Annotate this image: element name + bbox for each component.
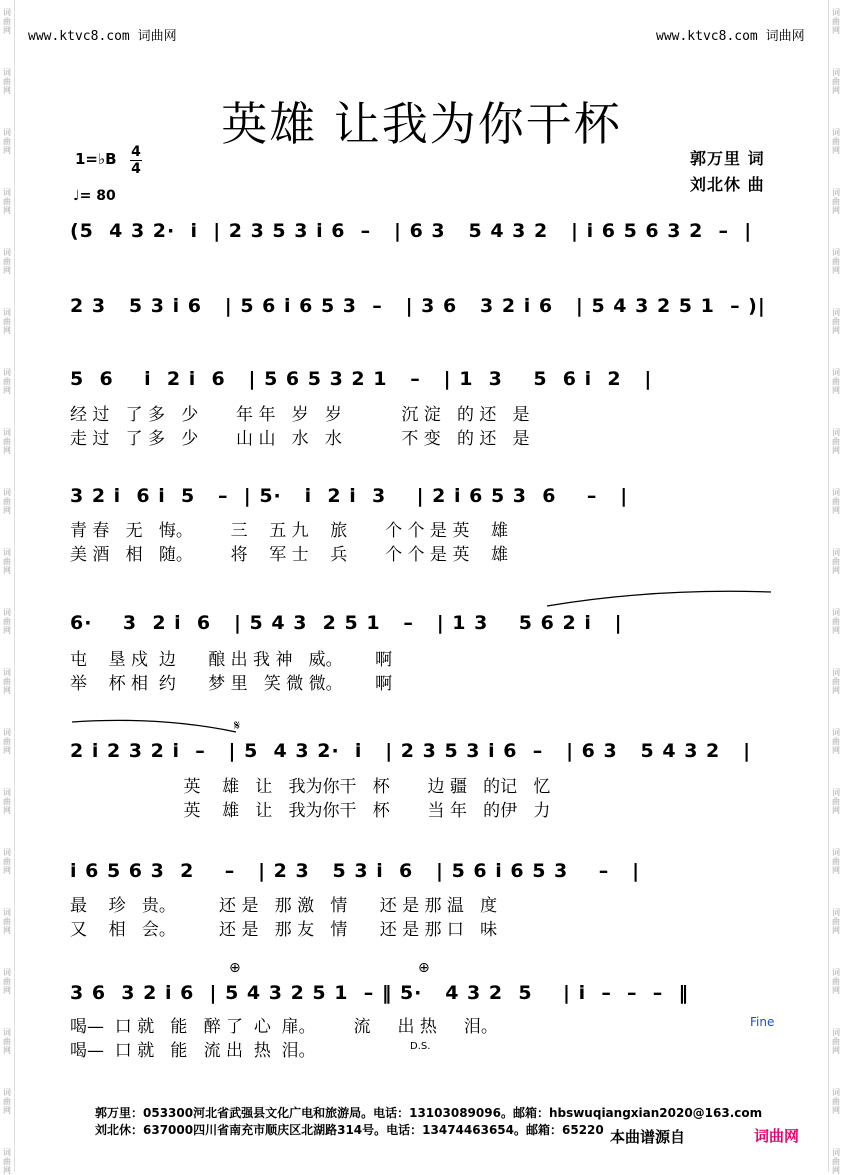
- side-watermark-text: 词 曲 网: [3, 548, 11, 575]
- site-watermark-right[interactable]: www.ktvc8.com 词曲网: [656, 29, 805, 44]
- lyric-line-verse1: 屯 垦 戍 边 酿 出 我 神 威。 啊: [70, 650, 393, 670]
- side-watermark-text: 词 曲 网: [3, 908, 11, 935]
- side-watermark-text: 词 曲 网: [3, 1088, 11, 1115]
- lyric-line-verse2: 举 杯 相 约 梦 里 笑 微 微。 啊: [70, 674, 393, 694]
- side-watermark-text: 词 曲 网: [3, 8, 11, 35]
- side-watermark-text: 词 曲 网: [3, 668, 11, 695]
- side-watermark-text: 词 曲 网: [3, 1148, 11, 1175]
- side-watermark-text: 词 曲 网: [3, 488, 11, 515]
- side-watermark-text: 词 曲 网: [832, 668, 840, 695]
- side-watermark-text: 词 曲 网: [3, 368, 11, 395]
- site-logo[interactable]: 词曲网: [754, 1127, 800, 1145]
- lyric-line-verse2: 美 酒 相 随。 将 军 士 兵 个 个 是 英 雄: [70, 545, 508, 565]
- coda-icon: ⊕: [418, 960, 430, 976]
- fine-marking: Fine: [750, 1015, 775, 1029]
- contact-line-lyricist: 郭万里：053300河北省武强县文化广电和旅游局。电话：13103089096。邮箱：hbswuqiangxian2020@163.com: [95, 1106, 763, 1120]
- side-watermark-text: 词 曲 网: [832, 188, 840, 215]
- side-watermark-text: 词 曲 网: [832, 728, 840, 755]
- lyric-line-verse2: 喝— 口 就 能 流 出 热 泪。: [70, 1041, 316, 1061]
- side-watermark-text: 词 曲 网: [3, 128, 11, 155]
- composer-credit: 刘北休 曲: [690, 175, 765, 194]
- key-signature: 1=♭B: [75, 150, 117, 168]
- ds-marking: D.S.: [410, 1041, 431, 1052]
- side-watermark-text: 词 曲 网: [3, 248, 11, 275]
- slur-line: [545, 588, 775, 608]
- notation-row: (5 4 3 2· i | 2 3 5 3 i 6 – | 6 3 5 4 3 2 | i 6 5 6 3 2 – |: [70, 220, 753, 242]
- side-watermark-text: 词 曲 网: [3, 728, 11, 755]
- side-watermark-text: 词 曲 网: [3, 848, 11, 875]
- side-watermark-text: 词 曲 网: [3, 428, 11, 455]
- side-watermark-text: 词 曲 网: [832, 488, 840, 515]
- side-watermark-text: 词 曲 网: [832, 1028, 840, 1055]
- lyric-line-verse1: 英 雄 让 我为你干 杯 边 疆 的记 忆: [70, 777, 551, 797]
- notation-row: 3 6 3 2 i 6 | 5 4 3 2 5 1 – ‖ 5· 4 3 2 5 | i – – – ‖: [70, 982, 690, 1004]
- song-title: 英雄 让我为你干杯: [221, 97, 622, 151]
- site-watermark-left[interactable]: www.ktvc8.com 词曲网: [28, 29, 177, 44]
- coda-icon: ⊕: [229, 960, 241, 976]
- meter-top: 4: [131, 144, 141, 160]
- side-watermark-text: 词 曲 网: [832, 788, 840, 815]
- side-watermark-text: 词 曲 网: [832, 908, 840, 935]
- lyric-line-verse1: 青 春 无 悔。 三 五 九 旅 个 个 是 英 雄: [70, 521, 508, 541]
- side-watermark-text: 词 曲 网: [3, 68, 11, 95]
- notation-row: 2 3 5 3 i 6 | 5 6 i 6 5 3 – | 3 6 3 2 i 6 | 5 4 3 2 5 1 – )|: [70, 295, 766, 317]
- side-watermark-text: 词 曲 网: [832, 68, 840, 95]
- lyric-line-verse1: 最 珍 贵。 还 是 那 激 情 还 是 那 温 度: [70, 896, 498, 916]
- side-watermark-text: 词 曲 网: [3, 1028, 11, 1055]
- side-watermark-text: 词 曲 网: [3, 308, 11, 335]
- time-signature: [130, 144, 142, 177]
- left-watermark-strip: [0, 0, 15, 1175]
- lyric-line-verse2: 走 过 了 多 少 山 山 水 水 不 变 的 还 是: [70, 429, 530, 449]
- lyricist-credit: 郭万里 词: [690, 149, 765, 168]
- notation-row: 3 2 i 6 i 5 – | 5· i 2 i 3 | 2 i 6 5 3 6 – |: [70, 485, 629, 507]
- side-watermark-text: 词 曲 网: [832, 368, 840, 395]
- side-watermark-text: 词 曲 网: [832, 8, 840, 35]
- right-watermark-strip: [828, 0, 843, 1175]
- side-watermark-text: 词 曲 网: [832, 308, 840, 335]
- side-watermark-text: 词 曲 网: [3, 608, 11, 635]
- lyric-line-verse1: 经 过 了 多 少 年 年 岁 岁 沉 淀 的 还 是: [70, 405, 530, 425]
- side-watermark-text: 词 曲 网: [832, 548, 840, 575]
- side-watermark-text: 词 曲 网: [832, 248, 840, 275]
- side-watermark-text: 词 曲 网: [3, 788, 11, 815]
- source-note: 本曲谱源自: [610, 1128, 686, 1146]
- notation-row: 2 i 2 3 2 i – | 5 4 3 2· i | 2 3 5 3 i 6 – | 6 3 5 4 3 2 |: [70, 740, 752, 762]
- lyric-line-verse2: 英 雄 让 我为你干 杯 当 年 的伊 力: [70, 801, 551, 821]
- tempo-marking: ♩= 80: [73, 188, 116, 204]
- side-watermark-text: 词 曲 网: [832, 848, 840, 875]
- meter-bottom: 4: [131, 161, 141, 177]
- side-watermark-text: 词 曲 网: [3, 188, 11, 215]
- side-watermark-text: 词 曲 网: [832, 1088, 840, 1115]
- side-watermark-text: 词 曲 网: [832, 128, 840, 155]
- notation-row: i 6 5 6 3 2 – | 2 3 5 3 i 6 | 5 6 i 6 5 3 – |: [70, 860, 641, 882]
- segno-icon: 𝄋: [234, 718, 241, 734]
- slur-line-end: [70, 716, 240, 736]
- side-watermark-text: 词 曲 网: [832, 608, 840, 635]
- lyric-line-verse1: 喝— 口 就 能 醉 了 心 扉。 流 出 热 泪。: [70, 1017, 498, 1037]
- notation-row: 5 6 i 2 i 6 | 5 6 5 3 2 1 – | 1 3 5 6 i 2 |: [70, 368, 653, 390]
- side-watermark-text: 词 曲 网: [3, 968, 11, 995]
- notation-row: 6· 3 2 i 6 | 5 4 3 2 5 1 – | 1 3 5 6 2 i |: [70, 612, 623, 634]
- side-watermark-text: 词 曲 网: [832, 1148, 840, 1175]
- side-watermark-text: 词 曲 网: [832, 428, 840, 455]
- contact-line-composer: 刘北休：637000四川省南充市顺庆区北湖路314号。电话：13474463654。邮箱：65220: [95, 1123, 604, 1137]
- lyric-line-verse2: 又 相 会。 还 是 那 友 情 还 是 那 口 味: [70, 920, 498, 940]
- side-watermark-text: 词 曲 网: [832, 968, 840, 995]
